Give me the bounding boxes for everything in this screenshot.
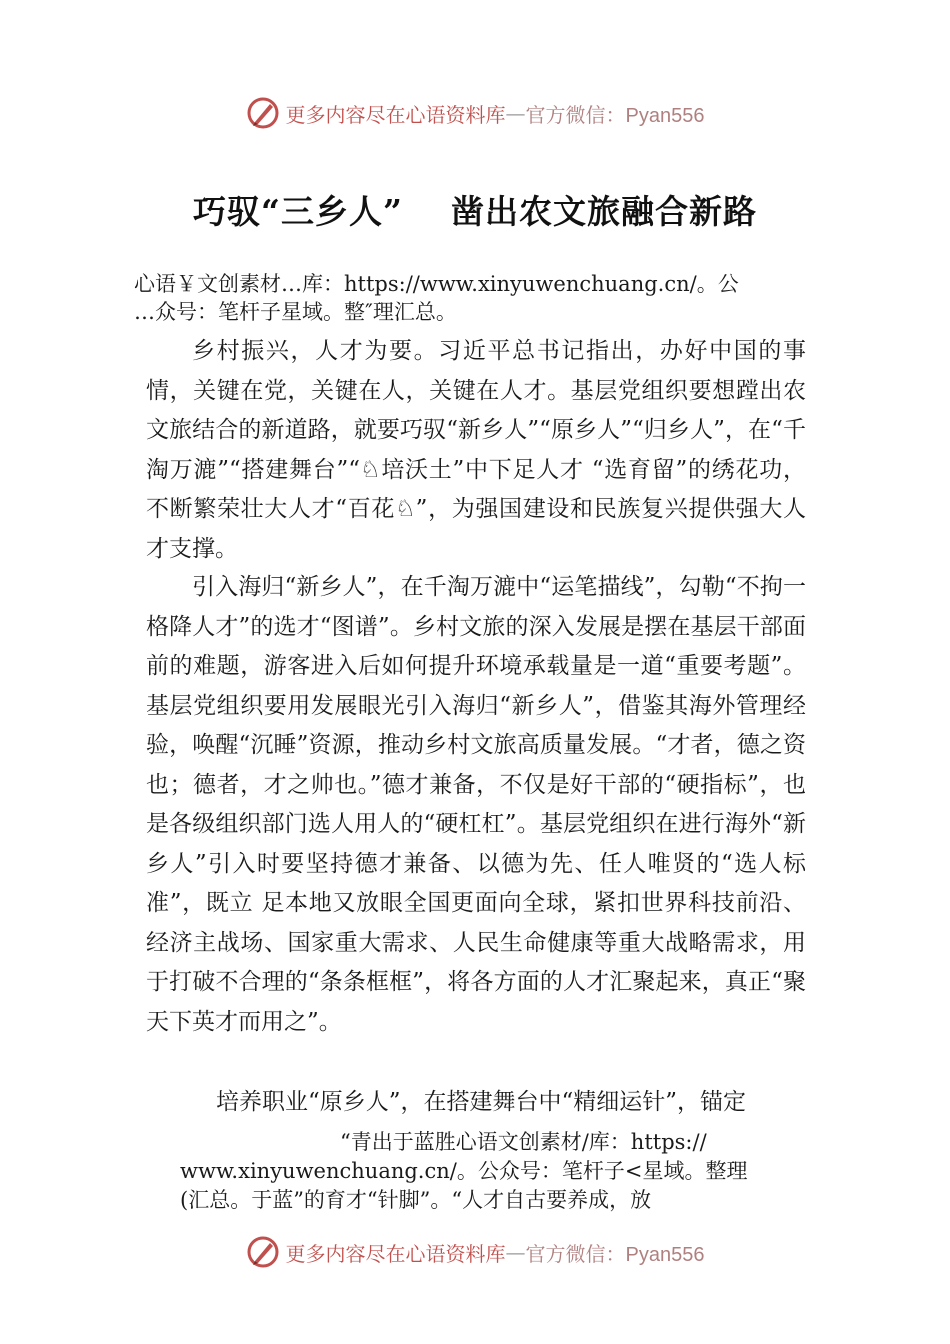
quote-note-line-2: www.xinyuwenchuang.cn/。公众号：笔杆子<星域。整理 bbox=[180, 1159, 748, 1183]
banner-separator: — bbox=[505, 101, 526, 125]
paragraph-1: 乡村振兴，人才为要。习近平总书记指出，办好中国的事情，关键在党，关键在人，关键在人才。基层党组织要想蹚出农文旅结合的新道路，就要巧驭“新乡人”“原乡人”“归乡人”，在“千淘万漉”“搭建舞台”“♘培沃土”中下足人才 “选育留”的绣花功，不断繁荣壮大人才“百花♘”，为强国建设和民族复兴提供强大人才支撑。 bbox=[146, 338, 806, 562]
header-banner[interactable] bbox=[0, 93, 950, 133]
source-note bbox=[134, 270, 824, 326]
quote-note bbox=[180, 1128, 810, 1215]
quote-note-line-3: (汇总。于蓝”的育才“针脚”。“人才自古要养成，放 bbox=[180, 1188, 652, 1212]
source-note-line-2: …众号：笔杆子星域。整″理汇总。 bbox=[134, 300, 457, 324]
paragraph-3: 培养职业“原乡人”，在搭建舞台中“精细运针”，锚定 bbox=[216, 1089, 747, 1115]
banner-wechat: 官方微信：Pyan556 bbox=[525, 1243, 705, 1266]
banner-wechat: 官方微信：Pyan556 bbox=[525, 104, 705, 127]
title-part-1: 巧驭“三乡人” bbox=[193, 192, 403, 231]
banner-text: 更多内容尽在心语资料库 bbox=[285, 102, 506, 127]
pen-logo-icon bbox=[246, 1235, 280, 1269]
quote-note-line-1: “青出于蓝胜心语文创素材/库：https:// bbox=[340, 1130, 707, 1154]
banner-separator: — bbox=[505, 1240, 526, 1264]
footer-banner[interactable] bbox=[0, 1232, 950, 1272]
document-title bbox=[0, 186, 950, 233]
paragraph-2: 引入海归“新乡人”，在千淘万漉中“运笔描线”，勾勒“不拘一格降人才”的选才“图谱”。乡村文旅的深入发展是摆在基层干部面前的难题，游客进入后如何提升环境承载量是一道“重要考题”。基层党组织要用发展眼光引入海归“新乡人”，借鉴其海外管理经验，唤醒“沉睡”资源，推动乡村文旅高质量发展。“才者，德之资也；德者，才之帅也。”德才兼备，不仅是好干部的“硬指标”，也是各级组织部门选人用人的“硬杠杠”。基层党组织在进行海外“新乡人”引入时要坚持德才兼备、以德为先、任人唯贤的“选人标准”，既立 足本地又放眼全国更面向全球，紧扣世界科技前沿、经济主战场、国家重大需求、人民生命健康等重大战略需求，用于打破不合理的“条条框框”，将各方面的人才汇聚起来，真正“聚天下英才而用之”。 bbox=[146, 574, 806, 1035]
source-note-line-1: 心语￥文创素材…库：https://www.xinyuwenchuang.cn/。公 bbox=[134, 272, 739, 296]
title-part-2: 凿出农文旅融合新路 bbox=[450, 192, 757, 231]
pen-logo-icon bbox=[246, 96, 280, 130]
banner-text: 更多内容尽在心语资料库 bbox=[285, 1241, 506, 1266]
